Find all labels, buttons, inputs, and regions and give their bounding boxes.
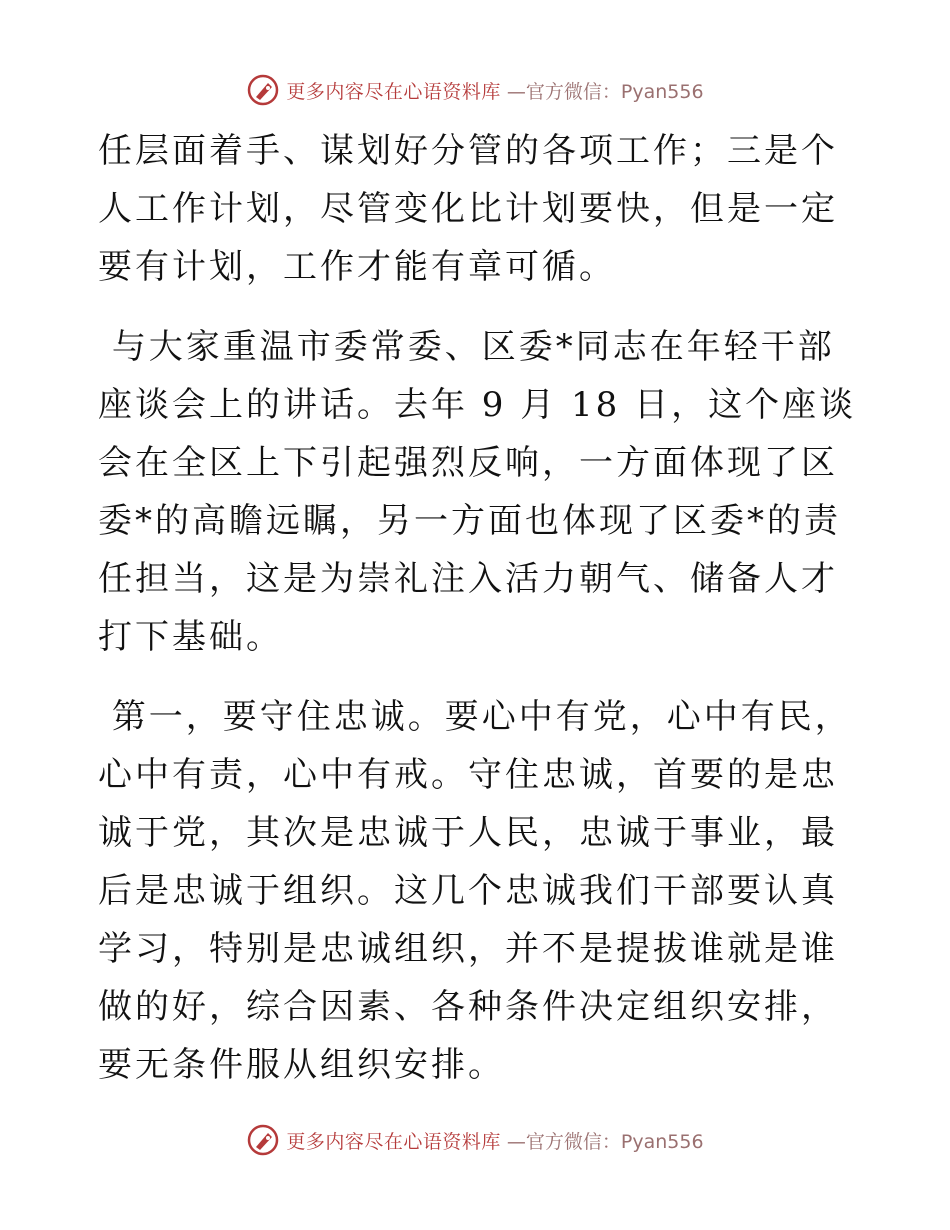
pen-nib-logo-icon [246,1123,280,1157]
footer-watermark [0,1120,950,1160]
paragraph-2: 与大家重温市委常委、区委*同志在年轻干部座谈会上的讲话。去年 9 月 18 日，这个座谈会在全区上下引起强烈反响，一方面体现了区委*的高瞻远瞩，另一方面也体现了区委*的责任担当，这是为崇礼注入活力朝气、储备人才打下基础。 [98,327,857,657]
pen-nib-logo-icon [246,73,280,107]
watermark-prefix: 更多内容尽在心语资料库 [286,80,501,103]
document-body [98,122,858,1116]
watermark-suffix: —官方微信：Pyan556 [506,80,704,103]
paragraph-1: 任层面着手、谋划好分管的各项工作；三是个人工作计划，尽管变化比计划要快，但是一定要有计划，工作才能有章可循。 [98,131,838,287]
watermark-suffix: —官方微信：Pyan556 [506,1130,704,1153]
header-watermark [0,70,950,110]
watermark-prefix: 更多内容尽在心语资料库 [286,1130,501,1153]
paragraph-3: 第一，要守住忠诚。要心中有党，心中有民，心中有责，心中有戒。守住忠诚，首要的是忠诚于党，其次是忠诚于人民，忠诚于事业，最后是忠诚于组织。这几个忠诚我们干部要认真学习，特别是忠诚组织，并不是提拔谁就是谁做的好，综合因素、各种条件决定组织安排，要无条件服从组织安排。 [98,697,852,1085]
